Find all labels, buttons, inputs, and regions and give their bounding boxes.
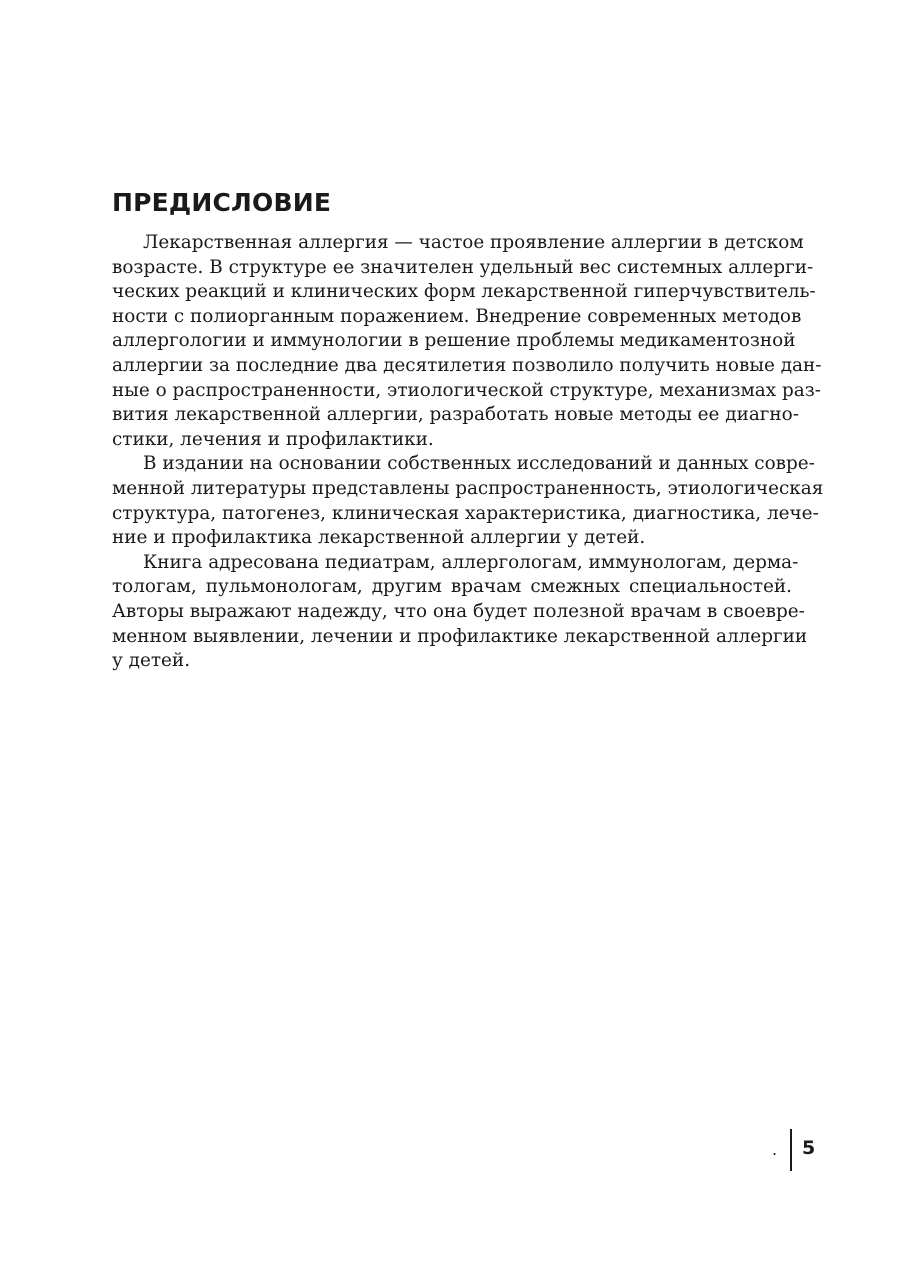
paragraph-3-line-1: Книга адресована педиатрам, аллергологам, иммунологам, дерма- (143, 551, 799, 573)
paragraph-1-line-4: ности с полиорганным поражением. Внедрение современных методов (112, 305, 802, 327)
page-number: 5 (802, 1137, 816, 1159)
paragraph-3-line-3: Авторы выражают надежду, что она будет полезной врачам в своевре- (112, 600, 805, 622)
paragraph-3-line-2: тологам, пульмонологам, другим врачам смежных специальностей. (112, 576, 792, 598)
footer-divider (790, 1129, 792, 1171)
paragraph-2-line-2: менной литературы представлены распространенность, этиологическая (112, 477, 824, 499)
paragraph-1-line-3: ческих реакций и клинических форм лекарственной гиперчувствитель- (112, 281, 816, 303)
paragraph-1-line-9: стики, лечения и профилактики. (112, 428, 434, 450)
paragraph-2-line-1: В издании на основании собственных исследований и данных совре- (143, 453, 815, 475)
paragraph-2-line-3: структура, патогенез, клиническая характеристика, диагностика, лече- (112, 502, 819, 524)
paragraph-1-line-6: аллергии за последние два десятилетия позволило получить новые дан- (112, 354, 822, 376)
paragraph-1-line-2: возрасте. В структуре ее значителен удельный вес системных аллерги- (112, 256, 814, 278)
paragraph-3-line-5: у детей. (112, 650, 191, 672)
paragraph-1-line-8: вития лекарственной аллергии, разработать новые методы ее диагно- (112, 404, 799, 426)
paragraph-1-line-7: ные о распространенности, этиологической структуре, механизмах раз- (112, 379, 821, 401)
footer-marker: . (772, 1140, 778, 1159)
page-title: ПРЕДИСЛОВИЕ (112, 188, 332, 217)
paragraph-1-line-1: Лекарственная аллергия — частое проявление аллергии в детском (143, 232, 804, 253)
paragraph-2-line-4: ние и профилактика лекарственной аллергии у детей. (112, 527, 646, 549)
paragraph-3-line-4: менном выявлении, лечении и профилактике лекарственной аллергии (112, 625, 808, 647)
paragraph-1-line-5: аллергологии и иммунологии в решение проблемы медикаментозной (112, 330, 796, 352)
body-text (112, 231, 824, 674)
